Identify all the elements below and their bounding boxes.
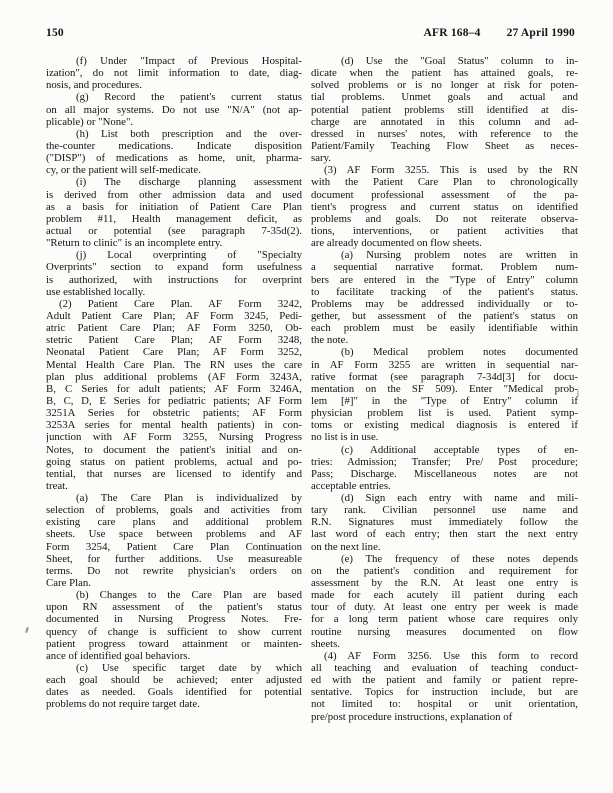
text-line: are already documented on flow sheets. (311, 237, 482, 250)
text-line: assessment by the R.N. At least one entry is (311, 577, 578, 590)
text-line: 3251A Series for obstetric patients; AF Form (46, 407, 302, 420)
text-line: (j) Local overprinting of "Specialty (76, 249, 302, 262)
paragraph (311, 553, 578, 650)
text-line: (a) The Care Plan is individualized by (76, 492, 302, 505)
page-header (46, 27, 575, 39)
text-line: all teaching and evaluation of teaching conduct- (311, 662, 578, 675)
text-line: treat. (46, 479, 68, 492)
text-line: sheets. Use space between problems and AF (46, 528, 302, 541)
paragraph (311, 650, 578, 723)
text-line: the-counter medications. Indicate disposition (46, 139, 302, 152)
paragraph (311, 249, 578, 346)
text-line: made for each acutely ill patient during each (311, 589, 578, 602)
text-line: patient progress toward attainment or mainten- (46, 637, 302, 650)
text-line: is derived from other admission data and used (46, 188, 302, 201)
scan-artifact-tick (25, 627, 29, 633)
text-line: tour of duty. At least one entry per week is made (311, 601, 578, 614)
text-line: routine nursing measures documented on flow (311, 625, 578, 638)
text-line: physician problem list is used. Patient symp- (311, 407, 578, 420)
text-line: for a long term patient whose care requires only (311, 613, 578, 626)
paragraph (46, 249, 302, 298)
running-header (424, 27, 575, 39)
text-line: plicable) or "None". (46, 115, 134, 128)
text-line: plan plus additional problems (AF Form 3243A, (46, 370, 302, 383)
column-right (311, 55, 578, 723)
text-line: on all major systems. Do not use "N/A" (not ap- (46, 103, 302, 116)
text-line: documented in Nursing Progress Notes. Fre- (46, 613, 302, 626)
paragraph (46, 589, 302, 662)
text-line: dressed in nurses' notes, with reference to the (311, 127, 578, 140)
text-line: (b) Changes to the Care Plan are based (76, 589, 302, 602)
text-line: on the patient's condition and requirement for (311, 564, 578, 577)
text-line: (i) The discharge planning assessment (76, 176, 302, 189)
text-line: Problems may be addressed individually or to- (311, 297, 578, 310)
paragraph (46, 176, 302, 249)
text-line: use established locally. (46, 285, 146, 298)
text-line: Care Plan. (46, 577, 91, 590)
paragraph (46, 662, 302, 711)
column-left (46, 55, 302, 723)
text-line: toms or existing medical diagnosis is entered if (311, 419, 578, 432)
text-line: quency of change is sufficient to show current (46, 625, 302, 638)
text-line: R.N. Signatures must immediately follow the (311, 516, 578, 529)
text-line: Patient/Family Teaching Flow Sheet as neces- (311, 139, 578, 152)
text-line: (b) Medical problem notes documented (341, 346, 578, 359)
paragraph (311, 346, 578, 443)
text-line: Neonatal Patient Care Plan; AF Form 3252, (46, 346, 302, 359)
text-line: potential patient problems still identified at dis- (311, 103, 578, 116)
paragraph (46, 128, 302, 177)
text-line: Mental Health Care Plan. The RN uses the care (46, 358, 302, 371)
text-line: upon RN assessment of the patient's status (46, 601, 302, 614)
text-line: document professional assessment of the pa- (311, 188, 578, 201)
text-line: ance of identified goal behaviors. (46, 649, 191, 662)
paragraph (311, 492, 578, 553)
text-line: with the Patient Care Plan to chronologically (311, 176, 578, 189)
text-line: 3253A series for mental health patients) in con- (46, 419, 302, 432)
text-line: each goal should be achieved; enter adjusted (46, 674, 302, 687)
text-line: sentative. Topics for instruction include, but are (311, 686, 578, 699)
publication-id: AFR 168–4 (423, 27, 481, 39)
text-line: acceptable entries. (311, 479, 391, 492)
text-line: ed with the patient and family or patient repre- (311, 674, 578, 687)
text-line: problems and goals. Do not reiterate observa- (311, 212, 578, 225)
page-number: 150 (46, 27, 64, 39)
text-line: tary rank. Civilian personnel use name and (311, 504, 578, 517)
text-line: (3) AF Form 3255. This is used by the RN (324, 164, 578, 177)
text-line: Adult Patient Care Plan; AF Form 3245, Pedi- (46, 309, 302, 322)
text-line: Overprints" section to expand form usefulness (46, 261, 302, 274)
text-line: terms. Do not rewrite physician's orders on (46, 564, 302, 577)
text-line: not limited to: hospital or unit orientation, (311, 698, 578, 711)
paragraph (46, 298, 302, 492)
text-line: solved problems or is no longer at risk for poten- (311, 79, 578, 92)
text-line: going status on patient problems, actual and po- (46, 455, 302, 468)
text-line: tions, interventions, or patient activities that (311, 224, 578, 237)
text-line: Pass; Discharge. Miscellaneous notes are not (311, 467, 578, 480)
text-line: (2) Patient Care Plan. AF Form 3242, (59, 297, 302, 310)
publication-date: 27 April 1990 (506, 27, 575, 39)
text-line: (d) Use the "Goal Status" column to in- (341, 55, 578, 67)
text-line: pre/post procedure instructions, explanation of (311, 710, 513, 723)
text-line: bers are entered in the "Type of Entry" column (311, 273, 578, 286)
text-body (46, 55, 578, 723)
text-line: tial problems. Unmet goals and actual and (311, 91, 578, 104)
text-line: dates as needed. Goals identified for potential (46, 686, 302, 699)
text-line: (g) Record the patient's current status (76, 91, 302, 104)
text-line: ization", do not limit information to date, diag- (46, 67, 302, 80)
text-line: Form 3254, Patient Care Plan Continuation (46, 540, 302, 553)
paragraph (46, 55, 302, 91)
text-line: (f) Under "Impact of Previous Hospital- (76, 55, 302, 67)
text-line: gether, but assessment of the patient's status on (311, 309, 578, 322)
text-line: mentation on the SF 509). Enter "Medical prob- (311, 382, 578, 395)
text-line: problems do not require target date. (46, 698, 200, 711)
text-line: the note. (311, 334, 349, 347)
text-line: (c) Use specific target date by which (76, 662, 302, 675)
text-line: (h) List both prescription and the over- (76, 127, 302, 140)
text-line: sary. (311, 152, 331, 165)
text-line: B, C, D, E Series for pediatric patients; AF Form (46, 394, 302, 407)
text-line: each problem must be easily identifiable within (311, 322, 578, 335)
text-line: on the next line. (311, 540, 381, 553)
text-line: stetric Patient Care Plan; AF Form 3248, (46, 334, 302, 347)
text-line: problem #11, Health management deficit, as (46, 212, 302, 225)
paragraph (311, 55, 578, 164)
text-line: (d) Sign each entry with name and mili- (341, 492, 578, 505)
text-line: rative format (see paragraph 7-34d[3] for docu- (311, 370, 578, 383)
text-line: atric Patient Care Plan; AF Form 3250, Ob- (46, 322, 302, 335)
text-line: ("DISP") of medications as home, unit, pharma- (46, 152, 302, 165)
text-line: (4) AF Form 3256. Use this form to record (324, 649, 578, 662)
text-line: tries: Admission; Transfer; Pre/ Post procedure; (311, 455, 578, 468)
text-line: actual or potential (see paragraph 7-35d(2). (46, 224, 302, 237)
text-line: to facilitate tracking of the patient's status. (311, 285, 578, 298)
text-line: (a) Nursing problem notes are written in (341, 249, 578, 262)
text-line: is authorized, with instructions for overprint (46, 273, 302, 286)
text-line: in AF Form 3255 are written in sequential nar- (311, 358, 578, 371)
text-line: last word of each entry; then start the next entry (311, 528, 578, 541)
text-line: Notes, to document the patient's initial and on- (46, 443, 302, 456)
text-line: nosis, and procedures. (46, 79, 142, 92)
paragraph (46, 492, 302, 589)
text-line: B, C Series for adult patients; AF Form 3246A, (46, 382, 302, 395)
text-line: sheets. (311, 637, 341, 650)
text-line: as a basis for initiation of Patient Care Plan (46, 200, 302, 213)
text-line: "Return to clinic" is an incomplete entry. (46, 237, 223, 250)
text-line: no list is in use. (311, 431, 379, 444)
text-line: junction with AF Form 3255, Nursing Progress (46, 431, 302, 444)
text-line: selection of problems, goals and activities from (46, 504, 302, 517)
scan-artifact-speck (577, 390, 579, 397)
text-line: Sheet, for further additions. Use measureable (46, 552, 302, 565)
text-line: lem [#]" in the "Type of Entry" column if (311, 394, 578, 407)
text-line: existing care plans and additional problem (46, 516, 302, 529)
text-line: tential, that nurses are licensed to identify and (46, 467, 302, 480)
text-line: a sequential narrative format. Problem num- (311, 261, 578, 274)
text-line: tient's progress and current status on identified (311, 200, 578, 213)
paragraph (46, 91, 302, 127)
text-line: (e) The frequency of these notes depends (341, 552, 578, 565)
text-line: (c) Additional acceptable types of en- (341, 443, 578, 456)
text-line: charge are annotated in this column and ad- (311, 115, 578, 128)
paragraph (311, 444, 578, 493)
text-line: dicate when the patient has attained goals, re- (311, 67, 578, 80)
paragraph (311, 164, 578, 249)
text-line: cy, or the patient will self-medicate. (46, 164, 201, 177)
